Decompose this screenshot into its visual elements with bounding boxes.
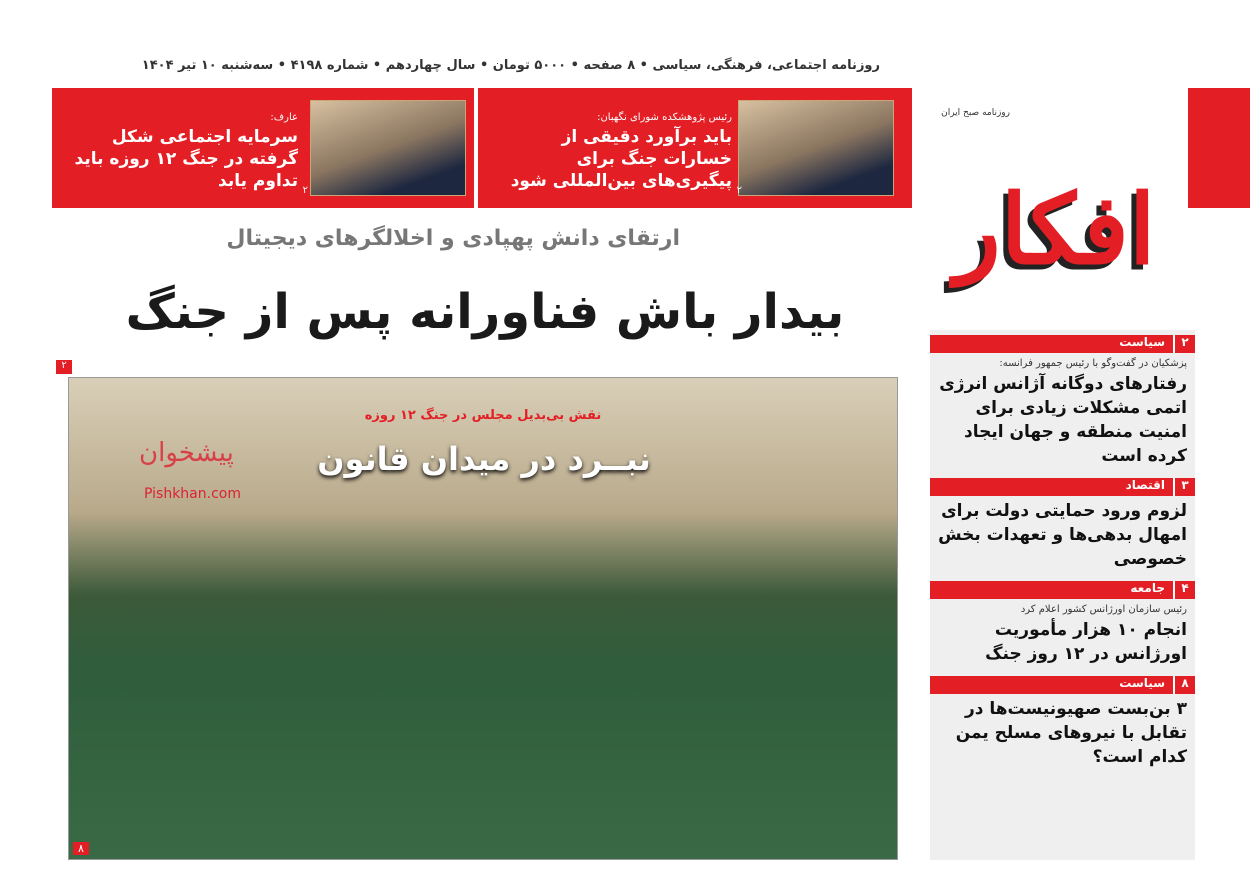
- teaser-photo: [310, 100, 466, 196]
- story-headline: لزوم ورود حمایتی دولت برای امهال بدهی‌ها و تعهدات بخش خصوصی: [938, 501, 1187, 569]
- masthead-tagline: روزنامه صبح ایران: [941, 108, 1010, 118]
- section-page: ۸: [1173, 676, 1195, 694]
- story-kicker: رئیس سازمان اورژانس کشور اعلام کرد: [1020, 604, 1187, 615]
- section-page: ۴: [1173, 581, 1195, 599]
- teaser-band: [52, 88, 912, 208]
- section-page: ۲: [1173, 335, 1195, 353]
- teaser-photo: [738, 100, 894, 196]
- teaser-headline: باید برآورد دقیقی از خسارات جنگ برای پیگیری‌های بین‌المللی شود: [510, 127, 732, 191]
- section-label: اقتصاد: [1125, 478, 1165, 492]
- main-headline[interactable]: بیدار باش فناورانه پس از جنگ: [125, 284, 845, 340]
- photo-kicker: نقش بی‌بدیل مجلس در جنگ ۱۲ روزه: [364, 408, 602, 423]
- side-story[interactable]: [930, 581, 1195, 666]
- masthead-red-block: [1188, 88, 1250, 208]
- masthead-logo: افکار: [954, 173, 1156, 286]
- teaser-kicker: عارف:: [270, 112, 298, 123]
- divider: [474, 88, 478, 208]
- main-photo[interactable]: [68, 377, 898, 860]
- side-story[interactable]: [930, 478, 1195, 571]
- dateline: روزنامه اجتماعی، فرهنگی، سیاسی • ۸ صفحه • ۵۰۰۰ تومان • سال چهاردهم • شماره ۴۱۹۸ • سه‌شنبه ۱۰ تیر ۱۴۰۴: [141, 58, 880, 73]
- section-page: ۳: [1173, 478, 1195, 496]
- section-label: جامعه: [1130, 581, 1165, 595]
- main-subhead: ارتقای دانش پهپادی و اخلالگرهای دیجیتال: [226, 226, 680, 251]
- teaser-headline: سرمایه اجتماعی شکل گرفته در جنگ ۱۲ روزه باید تداوم یابد: [74, 127, 298, 191]
- section-label: سیاست: [1119, 676, 1165, 690]
- teaser-kicker: رئیس پژوهشکده شورای نگهبان:: [597, 112, 732, 123]
- watermark: پیشخوان: [139, 438, 234, 468]
- section-label: سیاست: [1119, 335, 1165, 349]
- story-headline: انجام ۱۰ هزار مأموریت اورژانس در ۱۲ روز جنگ: [985, 620, 1187, 664]
- teaser-aref[interactable]: [52, 88, 474, 208]
- teaser-page: ۲: [736, 185, 742, 196]
- teaser-page: ۲: [302, 185, 308, 196]
- side-column: [930, 330, 1195, 860]
- teaser-guardian-council[interactable]: [482, 88, 912, 208]
- side-story[interactable]: [930, 676, 1195, 769]
- side-story[interactable]: [930, 335, 1195, 468]
- photo-page-badge: ۸: [73, 842, 89, 855]
- main-page-badge: ۲: [56, 360, 72, 374]
- photo-headline: نبــرد در میدان قانون: [317, 440, 651, 478]
- story-kicker: پزشکیان در گفت‌وگو با رئیس جمهور فرانسه:: [999, 358, 1187, 369]
- story-headline: ۳ بن‌بست صهیونیست‌ها در تقابل با نیروهای مسلح یمن کدام است؟: [955, 699, 1187, 767]
- story-headline: رفتارهای دوگانه آژانس انرژی اتمی مشکلات زیادی برای امنیت منطقه و جهان ایجاد کرده است: [939, 374, 1187, 466]
- watermark-url: Pishkhan.com: [144, 486, 241, 502]
